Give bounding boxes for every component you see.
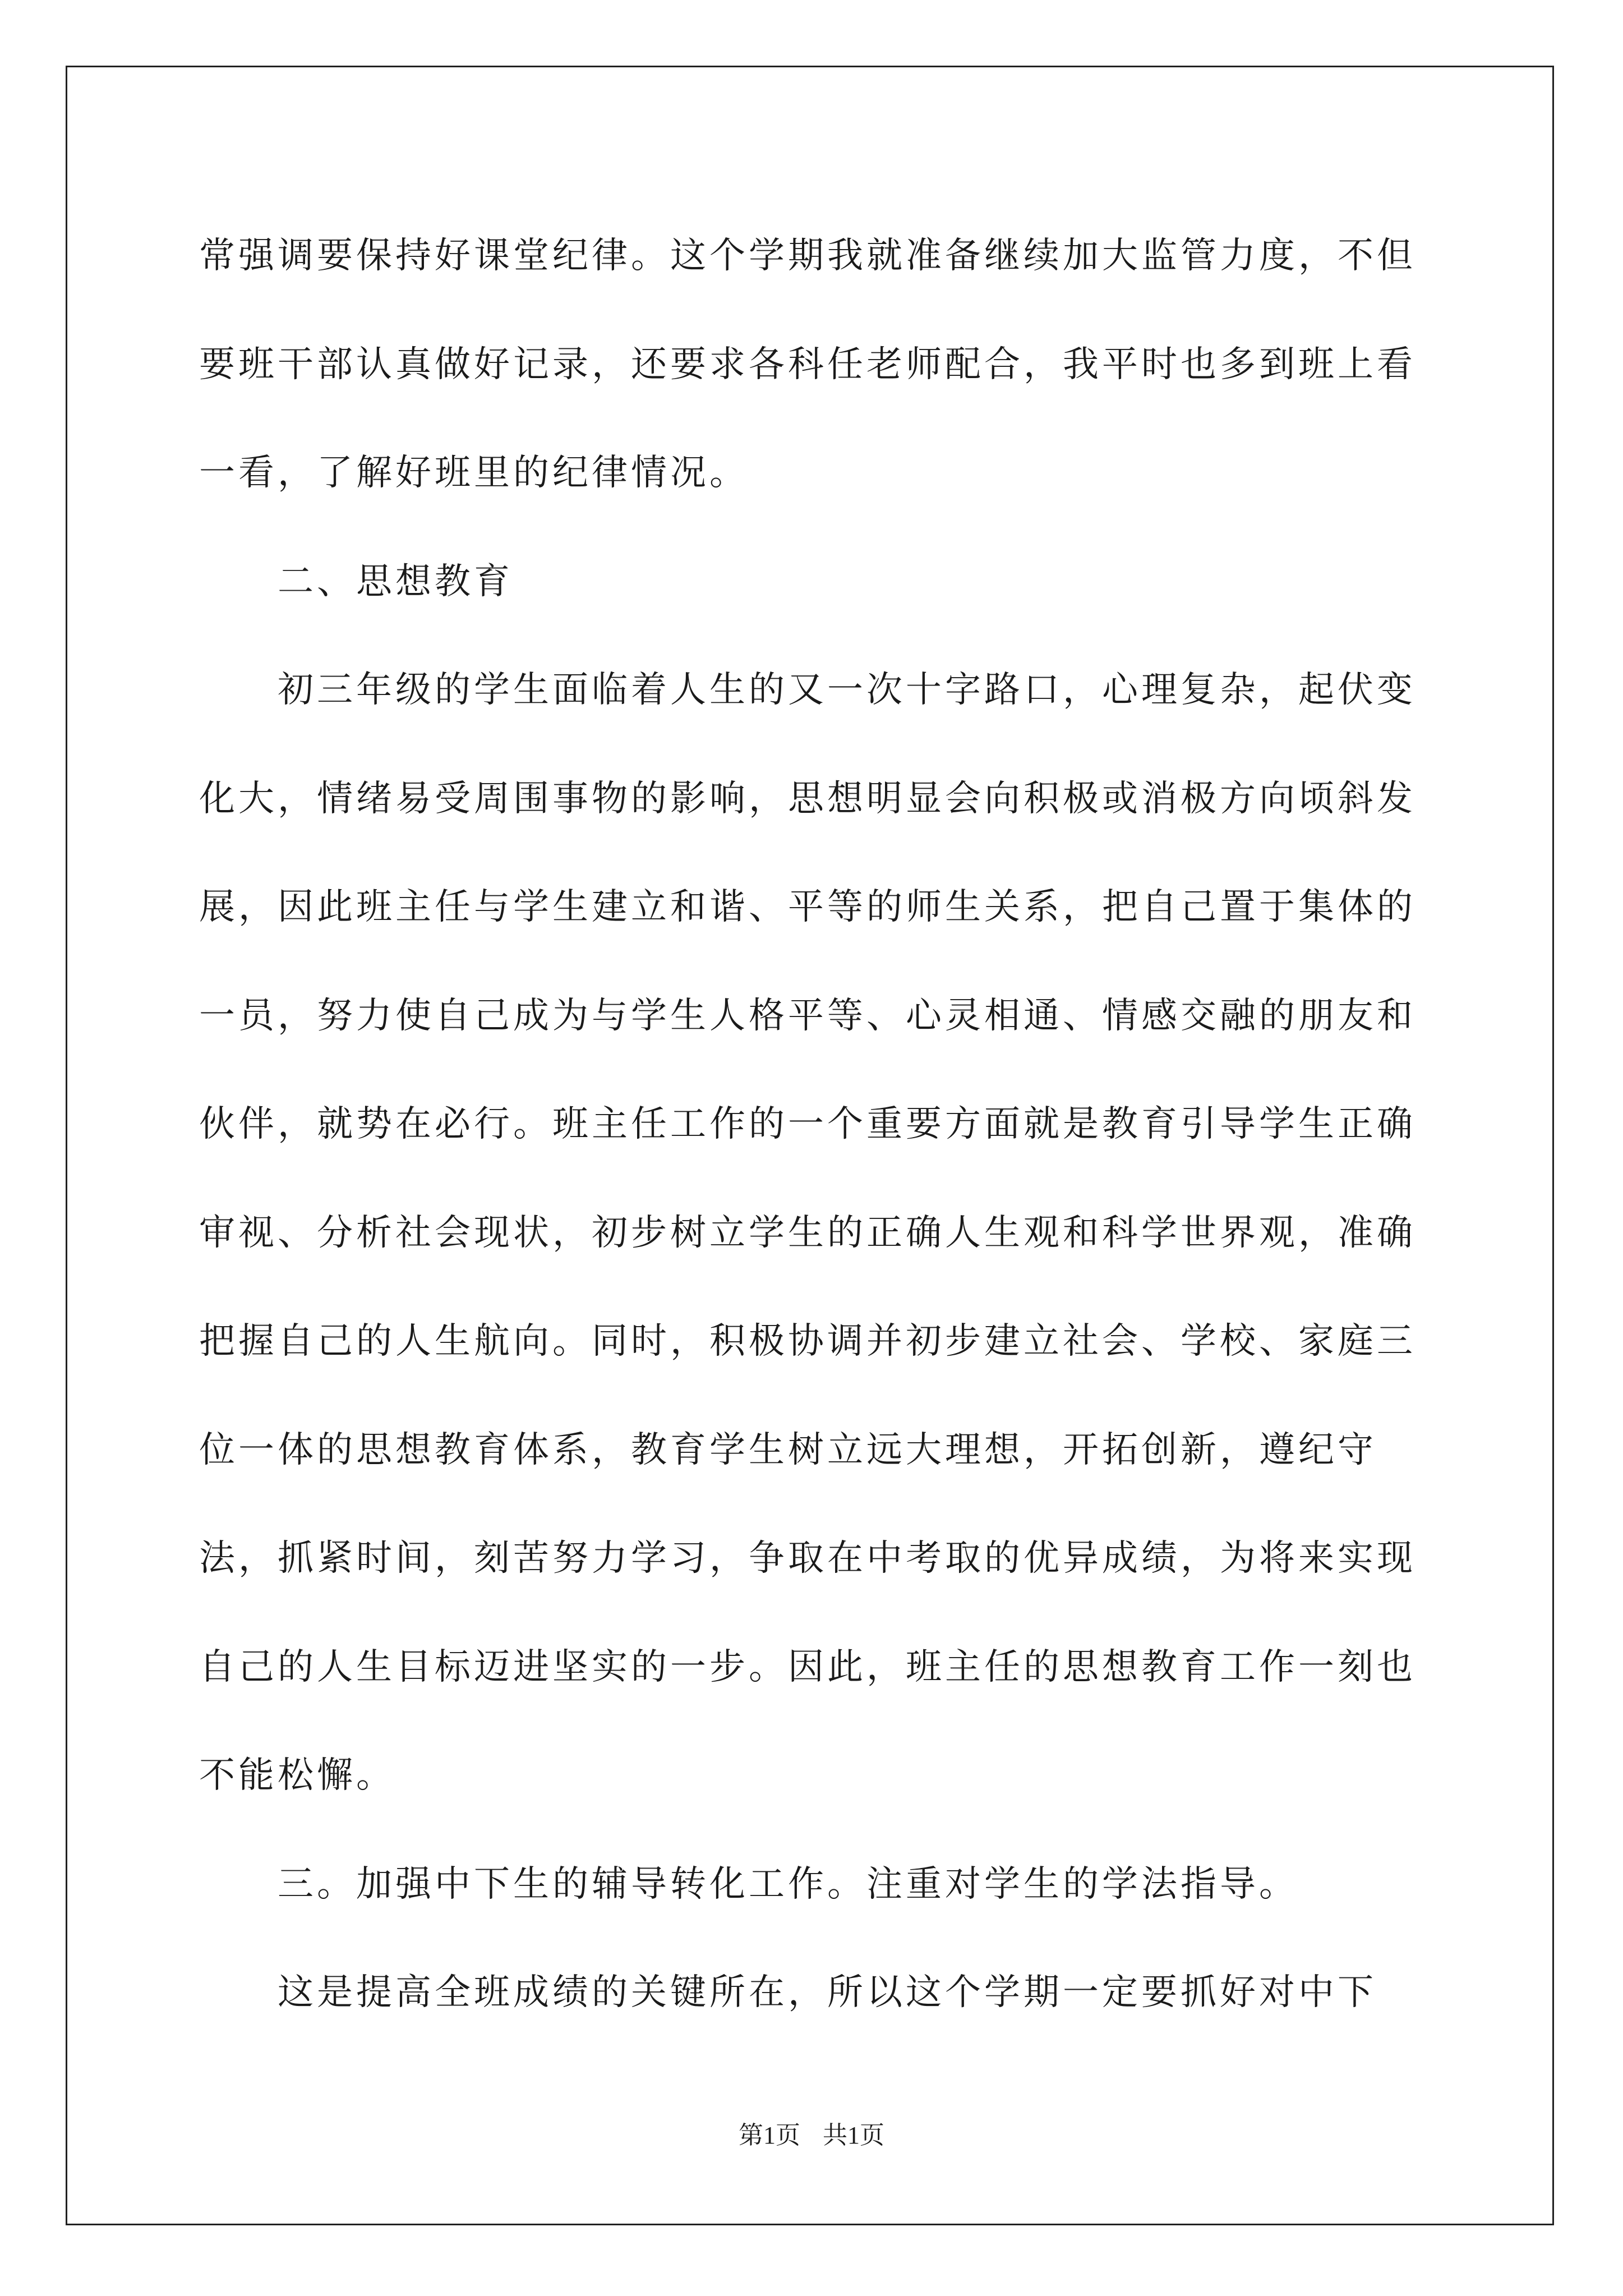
page-total: 共1页 [823,2122,884,2149]
section-heading-tutoring: 三。加强中下生的辅导转化工作。注重对学生的学法指导。 [278,1863,1298,1905]
paragraph-thought-education: 初三年级的学生面临着人生的又一次十字路口，心理复杂，起伏变化大，情绪易受周围事物的影响，思想明显会向积极或消极方向顷斜发展，因此班主任与学生建立和谐、平等的师生关系，把自己置于集体的一员，努力使自己成为与学生人格平等、心灵相通、情感交融的朋友和伙伴，就势在必行。班主任工作的一个重要方面就是教育引导学生正确审视、分析社会现状，初步树立学生的正确人生观和科学世界观，准确把握自己的人生航向。同时，积极协调并初步建立社会、学校、家庭三位一体的思想教育体系，教育学生树立远大理想，开拓创新，遵纪守法，抓紧时间，刻苦努力学习，争取在中考取的优异成绩，为将来实现自己的人生目标迈进坚实的一步。因此，班主任的思想教育工作一刻也不能松懈。 [199,669,1416,1796]
section-heading-thought-education: 二、思想教育 [278,560,513,602]
document-body [199,202,1444,2047]
page-footer [0,2115,1623,2151]
paragraph-continuation: 常强调要保持好课堂纪律。这个学期我就准备继续加大监管力度，不但要班干部认真做好记录，还要求各科任老师配合，我平时也多到班上看一看，了解好班里的纪律情况。 [199,235,1416,494]
paragraph-tutoring: 这是提高全班成绩的关键所在，所以这个学期一定要抓好对中下 [278,1972,1377,2013]
page-number: 第1页 [739,2122,800,2149]
